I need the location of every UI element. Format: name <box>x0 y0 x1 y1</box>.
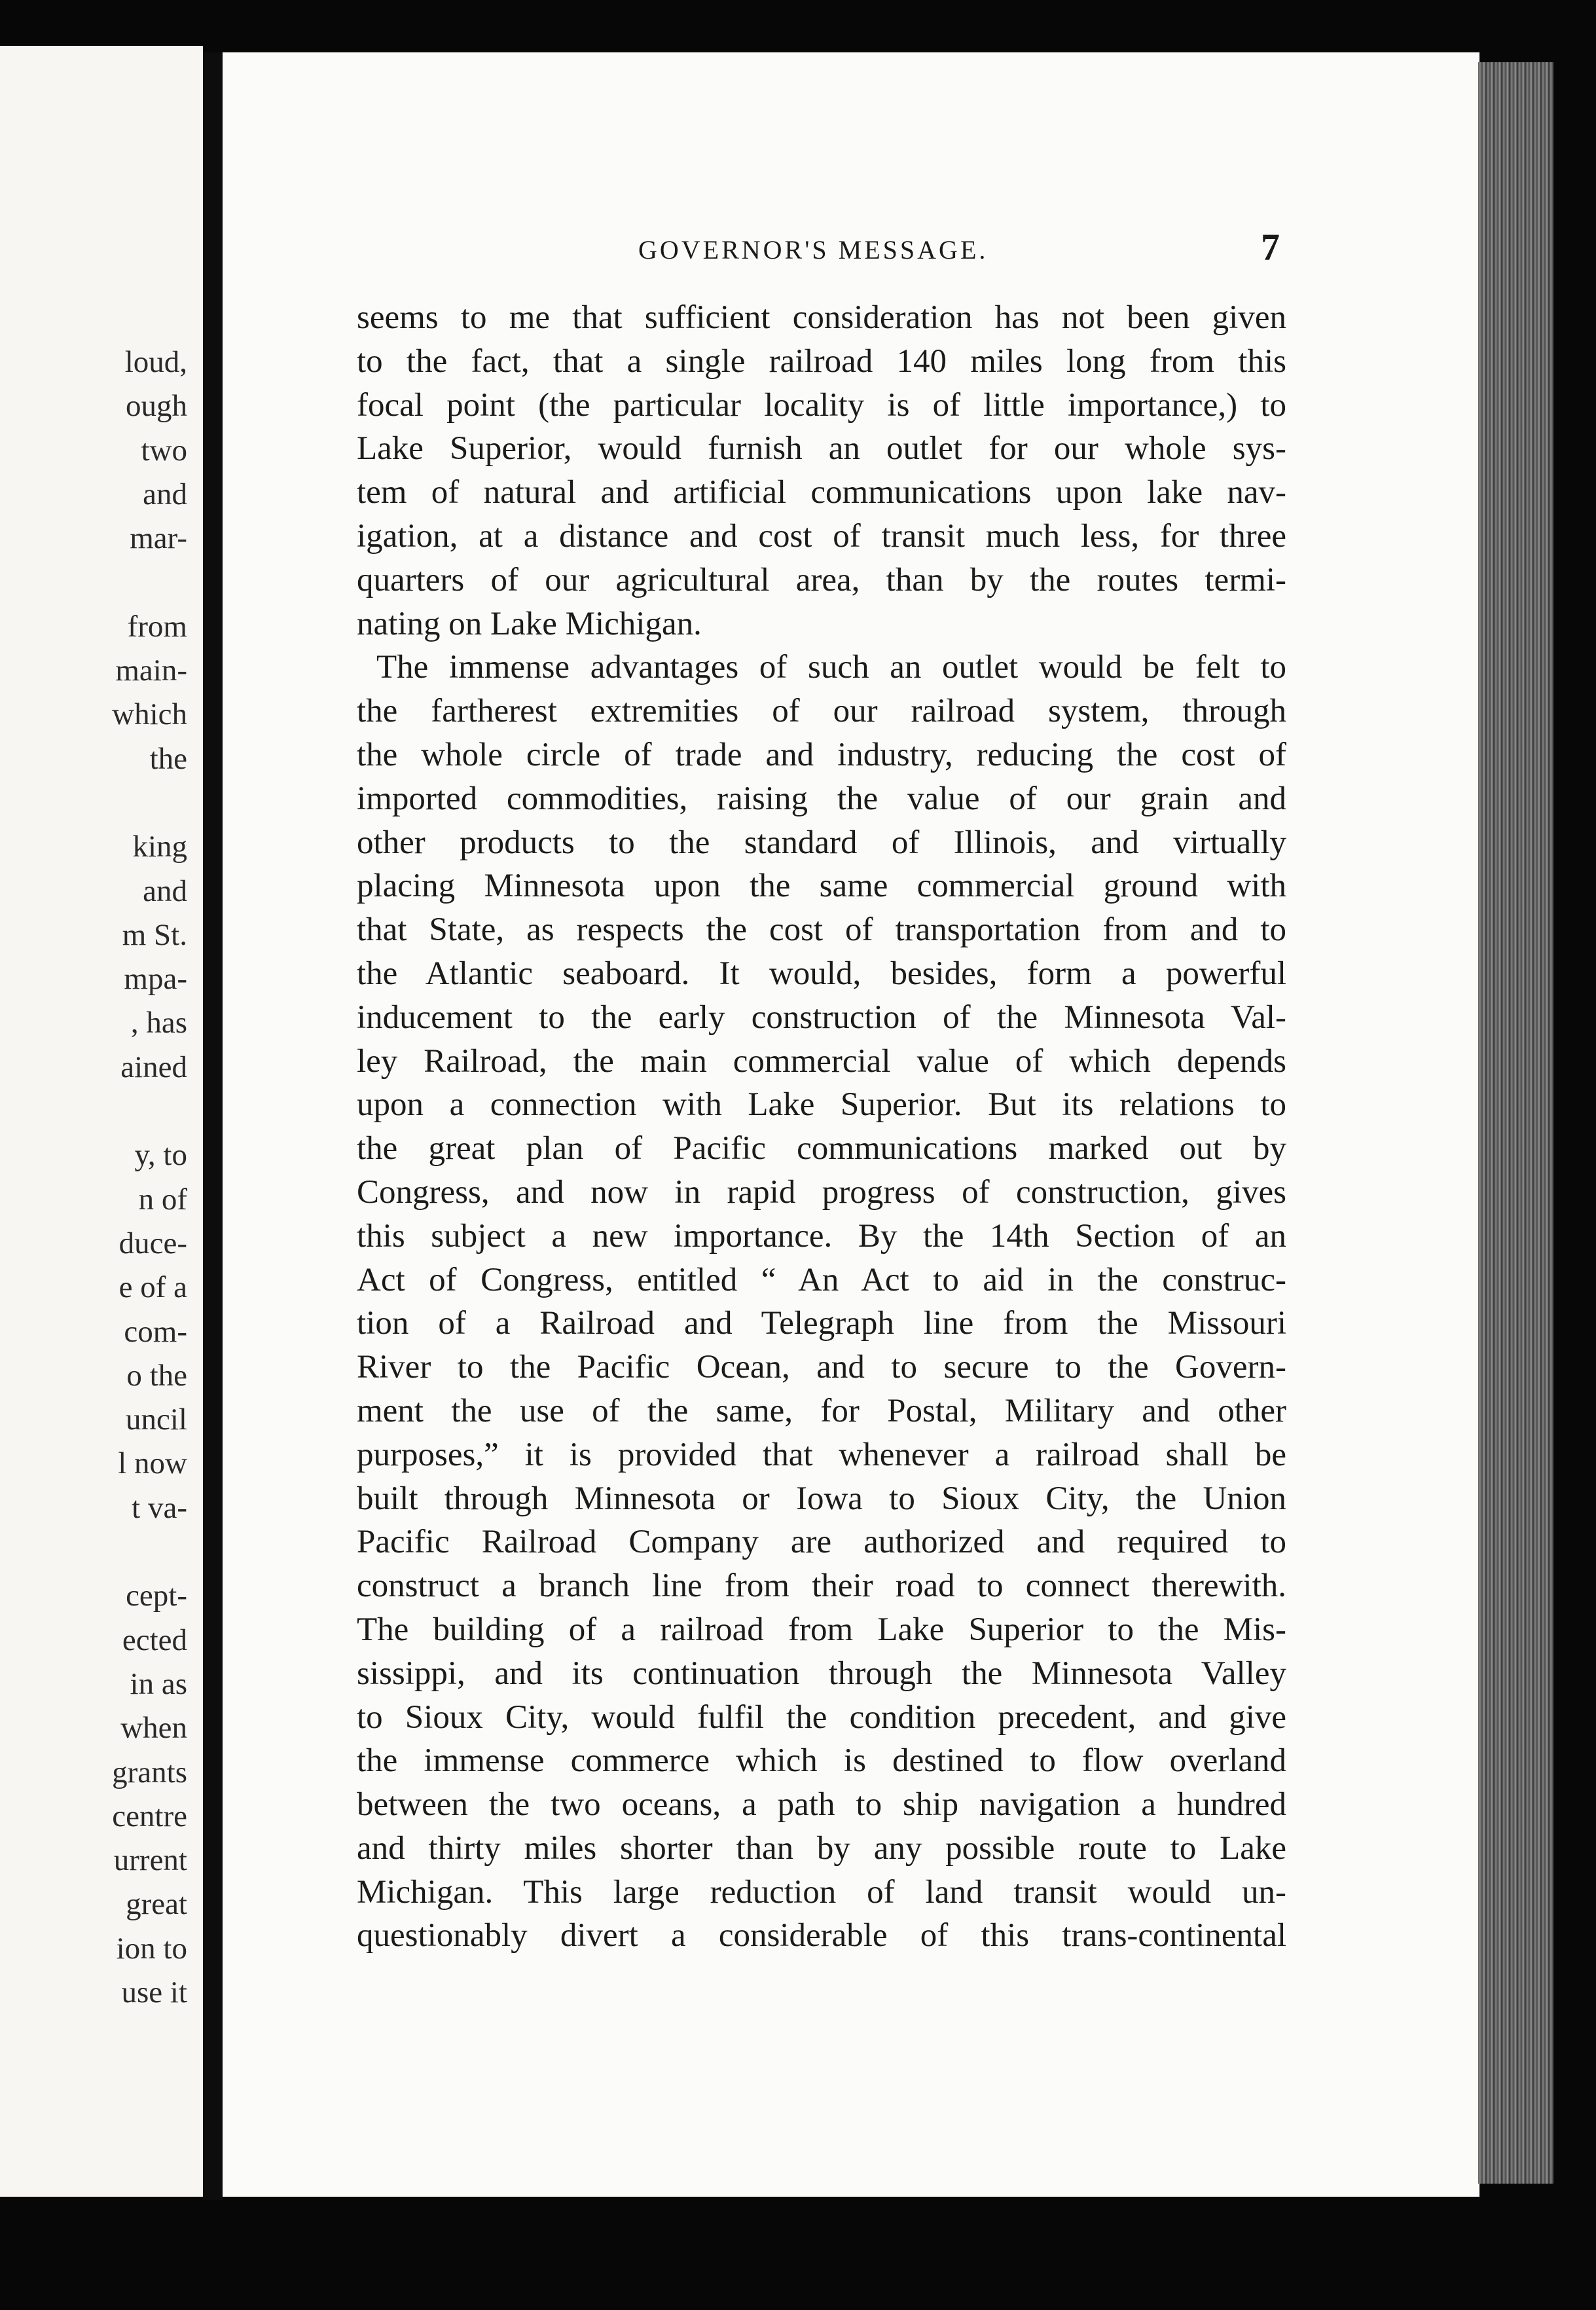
prev-line: com- <box>124 1314 187 1349</box>
previous-page <box>0 46 203 2197</box>
text-line: ment the use of the same, for Postal, Military and other <box>357 1392 1286 1429</box>
prev-line: t va- <box>132 1490 187 1525</box>
text-line: Michigan. This large reduction of land transit would un- <box>357 1873 1286 1911</box>
text-line: purposes,” it is provided that whenever a railroad shall be <box>357 1436 1286 1473</box>
text-line: to the fact, that a single railroad 140 miles long from this <box>357 342 1286 380</box>
prev-line: ained <box>120 1050 187 1084</box>
text-line: Pacific Railroad Company are authorized and required to <box>357 1524 1286 1561</box>
prev-line: king <box>132 830 187 864</box>
text-line: the Atlantic seaboard. It would, besides, form a powerful <box>357 955 1286 992</box>
text-line: questionably divert a considerable of this trans-continental <box>357 1917 1286 1954</box>
text-line: imported commodities, raising the value of our grain and <box>357 780 1286 817</box>
prev-line: ion to <box>116 1931 187 1966</box>
running-head: GOVERNOR'S MESSAGE. <box>638 235 988 265</box>
text-line: to Sioux City, would fulfil the condition precedent, and give <box>357 1698 1286 1736</box>
text-line: placing Minnesota upon the same commercial ground with <box>357 868 1286 905</box>
text-line: tem of natural and artificial communications upon lake nav- <box>357 474 1286 511</box>
prev-line: use it <box>121 1975 187 2009</box>
prev-line: n of <box>138 1182 187 1217</box>
text-line: tion of a Railroad and Telegraph line from the Missouri <box>357 1305 1286 1342</box>
prev-line: m St. <box>122 917 187 952</box>
text-line: that State, as respects the cost of transportation from and to <box>357 911 1286 949</box>
prev-line: from <box>127 609 187 644</box>
prev-line <box>4 1090 187 1133</box>
text-line: nating on Lake Michigan. <box>357 605 702 642</box>
prev-line: great <box>126 1887 187 1922</box>
prev-line: the <box>149 741 187 776</box>
prev-line: mpa- <box>124 962 187 997</box>
prev-line <box>4 1530 187 1574</box>
text-line: focal point (the particular locality is of little importance,) to <box>357 386 1286 424</box>
book-gutter <box>203 52 223 2200</box>
prev-line: uncil <box>126 1402 187 1437</box>
prev-line: duce- <box>118 1226 187 1260</box>
page-edge-stack <box>1478 62 1553 2184</box>
text-line: seems to me that sufficient consideration has not been given <box>357 299 1286 336</box>
prev-line: when <box>120 1711 187 1746</box>
text-line: ley Railroad, the main commercial value of which depends <box>357 1042 1286 1080</box>
prev-line: o the <box>126 1358 187 1393</box>
page-header <box>357 226 1286 275</box>
text-line: Lake Superior, would furnish an outlet for our whole sys- <box>357 430 1286 468</box>
prev-line: urrent <box>113 1843 187 1878</box>
text-line: the whole circle of trade and industry, reducing the cost of <box>357 736 1286 773</box>
text-line: and thirty miles shorter than by any possible route to Lake <box>357 1829 1286 1867</box>
text-line: The immense advantages of such an outlet would be felt to <box>376 649 1286 686</box>
text-line: the fartherest extremities of our railroad system, through <box>357 693 1286 730</box>
prev-line: and <box>143 477 187 511</box>
prev-line: , has <box>130 1006 187 1040</box>
prev-line: y, to <box>134 1138 187 1173</box>
prev-line: centre <box>112 1799 187 1833</box>
text-line: Act of Congress, entitled “ An Act to aid in the construc- <box>357 1261 1286 1298</box>
prev-line <box>4 560 187 604</box>
prev-line: two <box>141 433 187 468</box>
text-line: upon a connection with Lake Superior. But its relations to <box>357 1086 1286 1124</box>
text-line: inducement to the early construction of the Minnesota Val- <box>357 999 1286 1036</box>
prev-line: grants <box>112 1755 187 1789</box>
prev-line: mar- <box>130 521 187 556</box>
prev-line: loud, <box>124 345 187 379</box>
body-text <box>357 296 1286 1958</box>
text-line: built through Minnesota or Iowa to Sioux City, the Union <box>357 1480 1286 1517</box>
prev-line: in as <box>130 1666 187 1701</box>
prev-line: cept- <box>126 1579 187 1613</box>
text-line: construct a branch line from their road to connect therewith. <box>357 1568 1286 1605</box>
prev-line: and <box>143 873 187 908</box>
prev-line: e of a <box>118 1270 187 1305</box>
text-line: The building of a railroad from Lake Superior to the Mis- <box>357 1611 1286 1648</box>
text-line: between the two oceans, a path to ship navigation a hundred <box>357 1786 1286 1824</box>
text-line: other products to the standard of Illinois, and virtually <box>357 824 1286 861</box>
text-line: River to the Pacific Ocean, and to secure to the Govern- <box>357 1349 1286 1386</box>
prev-line: which <box>112 697 187 732</box>
previous-page-text <box>4 340 187 2015</box>
page-number: 7 <box>1261 226 1280 268</box>
text-line: igation, at a distance and cost of transit much less, for three <box>357 517 1286 555</box>
text-line: sissippi, and its continuation through the Minnesota Valley <box>357 1655 1286 1692</box>
text-line: the immense commerce which is destined to flow overland <box>357 1742 1286 1780</box>
prev-line <box>4 781 187 825</box>
text-line: this subject a new importance. By the 14th Section of an <box>357 1217 1286 1255</box>
text-line: quarters of our agricultural area, than by the routes termi- <box>357 561 1286 598</box>
prev-line: ough <box>126 389 187 424</box>
text-line: Congress, and now in rapid progress of construction, gives <box>357 1173 1286 1211</box>
text-line: the great plan of Pacific communications marked out by <box>357 1130 1286 1167</box>
prev-line: l now <box>118 1446 187 1481</box>
prev-line: ected <box>122 1622 187 1657</box>
prev-line: main- <box>115 653 187 688</box>
